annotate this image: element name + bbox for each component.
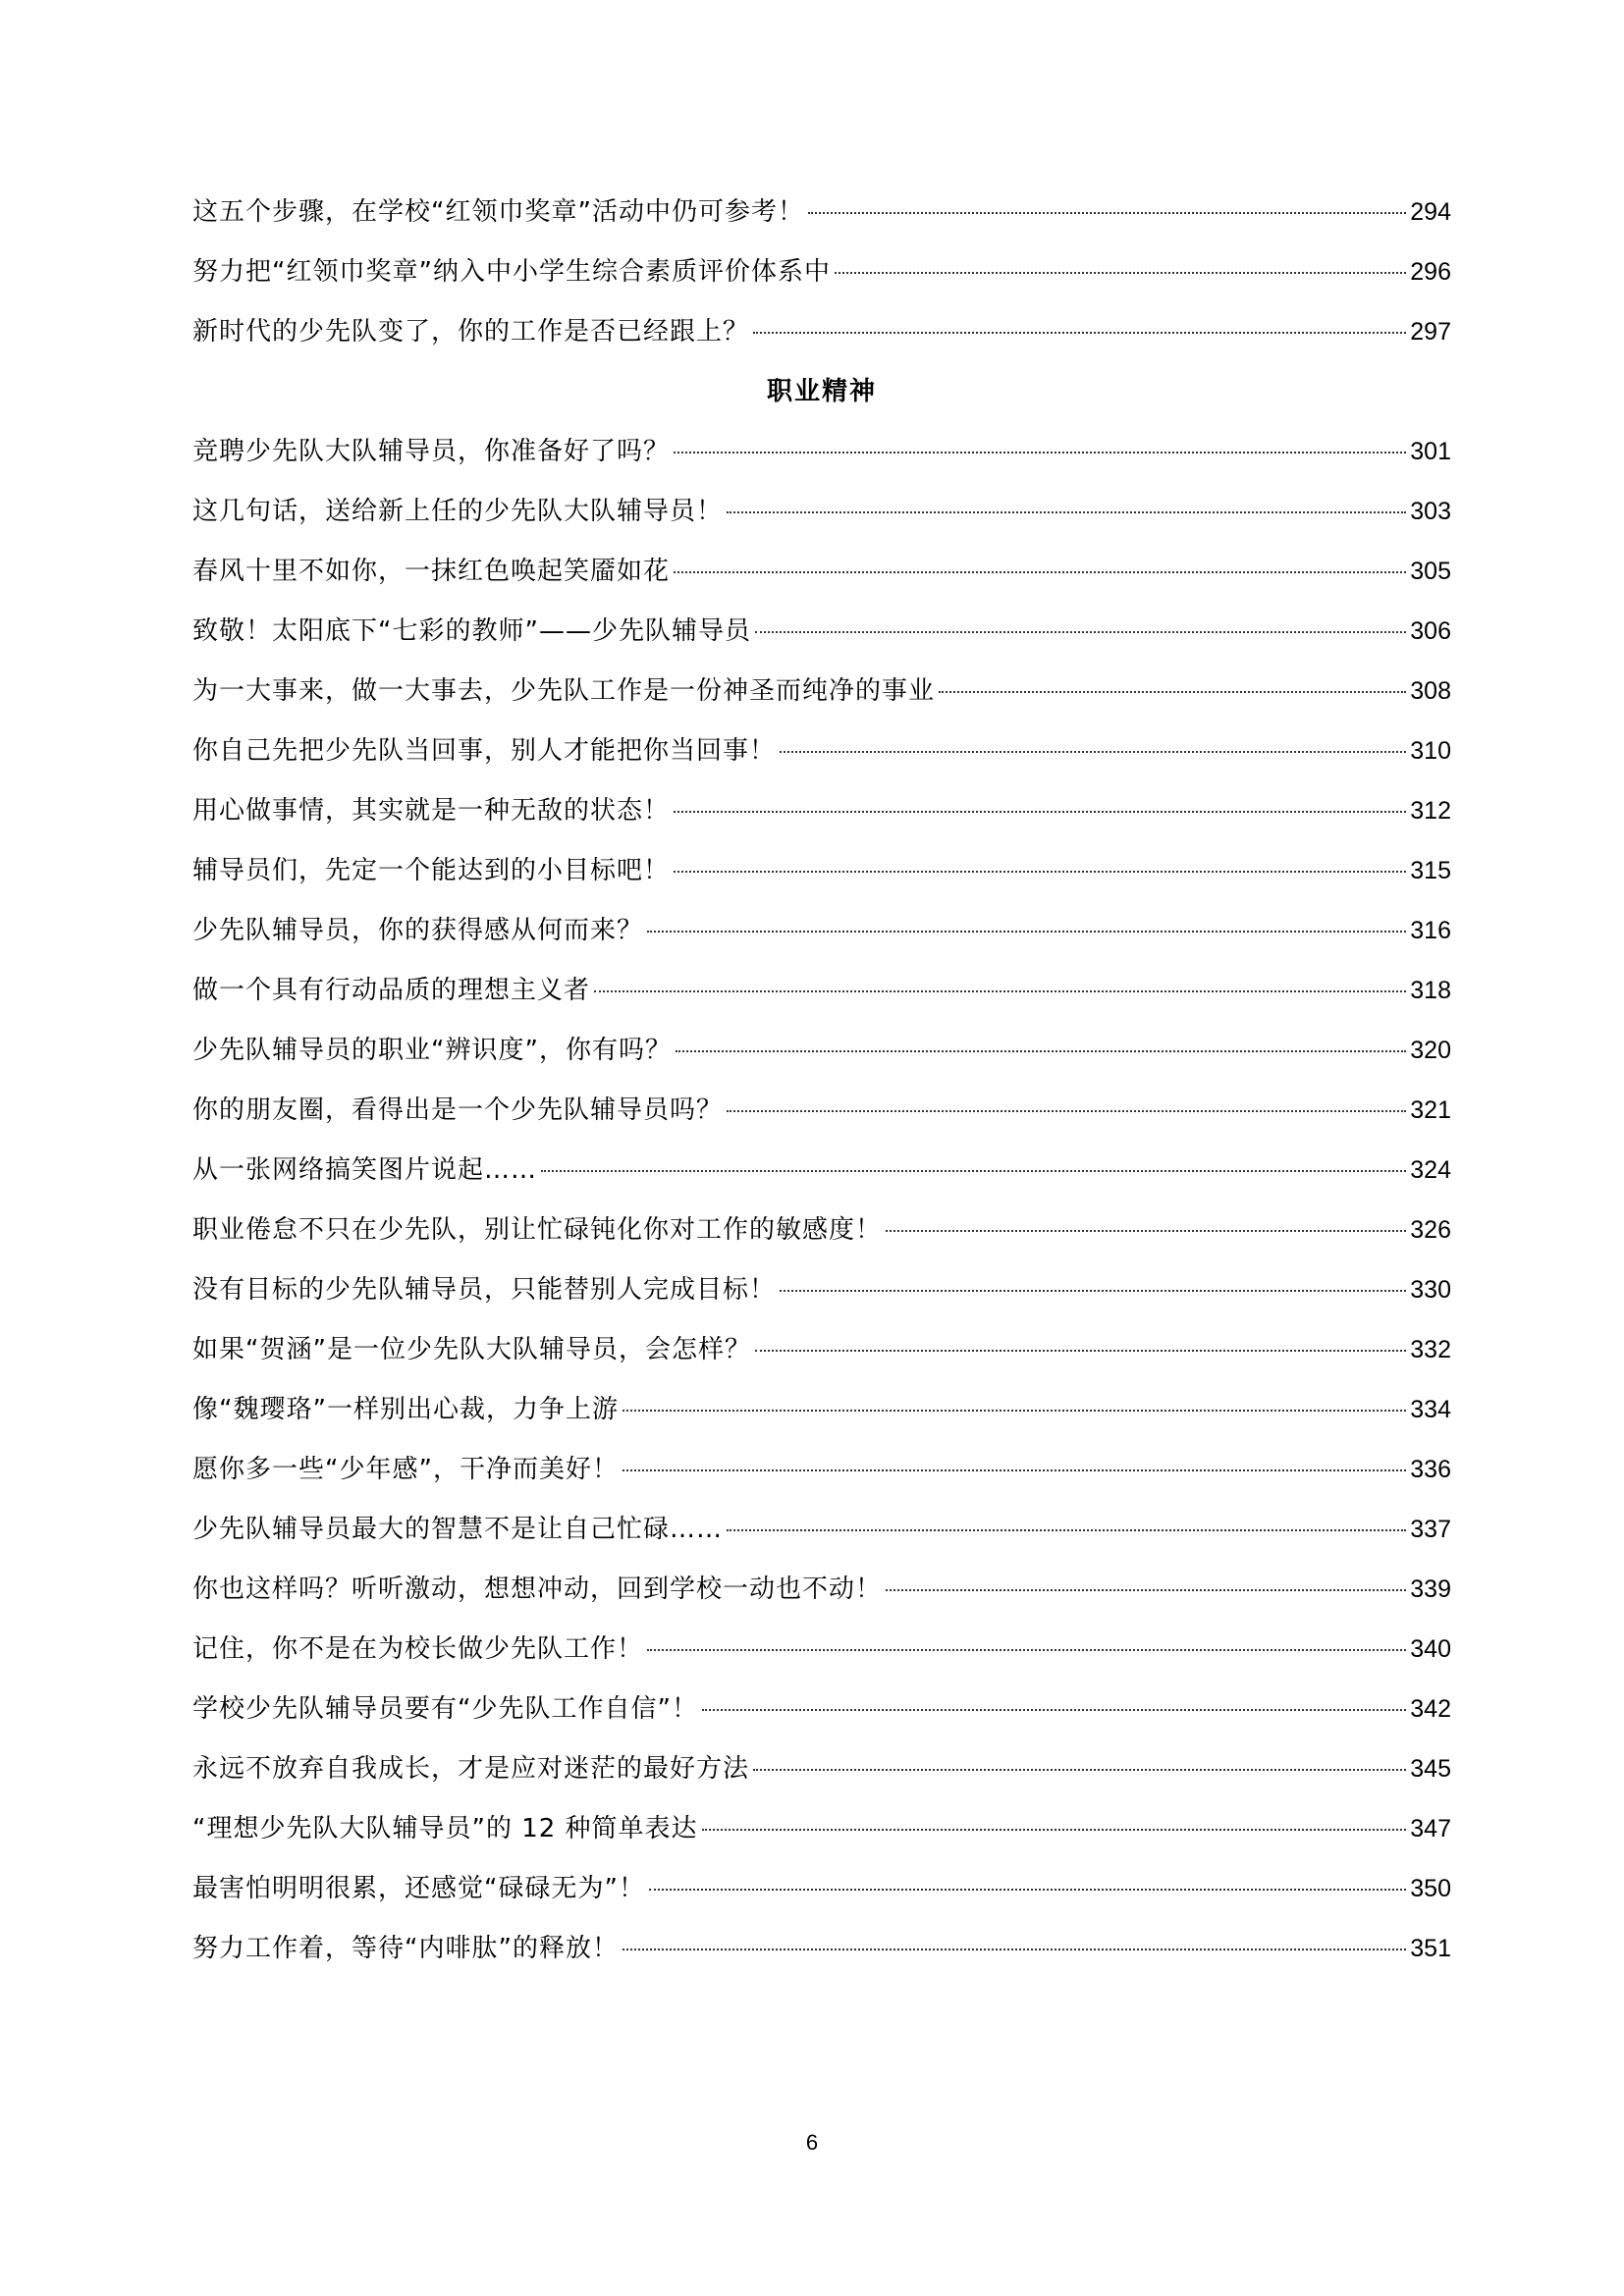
toc-entry-title: 这几句话，送给新上任的少先队大队辅导员！ [192,497,724,526]
toc-entry [192,1919,1451,1979]
toc-entry-title: 职业倦怠不只在少先队，别让忙碌钝化你对工作的敏感度！ [192,1215,883,1245]
toc-entry-title: 没有目标的少先队辅导员，只能替别人完成目标！ [192,1275,777,1305]
toc-dot-leader [808,212,1406,214]
toc-entry [192,183,1451,242]
toc-entry-page: 340 [1410,1635,1451,1663]
toc-entry-page: 310 [1410,737,1451,765]
toc-entry-title: 你自己先把少先队当回事，别人才能把你当回事！ [192,736,777,766]
toc-dot-leader [939,691,1406,693]
toc-dot-leader [674,452,1406,454]
toc-entry-title: 这五个步骤，在学校“红领巾奖章”活动中仍可参考！ [192,197,804,227]
toc-entry-title: 努力工作着，等待“内啡肽”的释放！ [192,1934,619,1963]
toc-entry-page: 330 [1410,1276,1451,1304]
toc-entry [192,482,1451,542]
toc-dot-leader [647,1649,1406,1651]
table-of-contents [192,183,1451,1979]
toc-dot-leader [835,272,1406,274]
section-heading: 职业精神 [766,377,877,406]
toc-entry-title: 春风十里不如你，一抹红色唤起笑靥如花 [192,557,671,586]
toc-entry [192,1560,1451,1620]
toc-dot-leader [647,931,1406,933]
toc-dot-leader [727,1110,1406,1112]
toc-entry [192,781,1451,841]
toc-entry-title: 辅导员们，先定一个能达到的小目标吧！ [192,856,671,885]
toc-dot-leader [623,1410,1406,1412]
toc-entry-title: 努力把“红领巾奖章”纳入中小学生综合素质评价体系中 [192,257,831,287]
toc-entry-page: 296 [1410,258,1451,286]
toc-entry [192,721,1451,781]
toc-entry-page: 326 [1410,1216,1451,1244]
toc-entry-title: 新时代的少先队变了，你的工作是否已经跟上？ [192,317,750,347]
toc-dot-leader [702,1829,1407,1831]
toc-entry [192,1859,1451,1919]
toc-entry-page: 339 [1410,1575,1451,1603]
toc-dot-leader [541,1170,1406,1172]
toc-entry-page: 306 [1410,617,1451,645]
toc-entry-page: 316 [1410,917,1451,944]
toc-entry-title: 像“魏璎珞”一样别出心裁，力争上游 [192,1395,619,1424]
toc-dot-leader [755,1350,1406,1352]
toc-dot-leader [753,1769,1406,1771]
toc-entry [192,422,1451,482]
toc-entry-title: “理想少先队大队辅导员”的 12 种简单表达 [192,1814,698,1843]
toc-entry-title: 你的朋友圈，看得出是一个少先队辅导员吗？ [192,1095,724,1125]
toc-dot-leader [727,511,1406,513]
toc-entry-page: 321 [1410,1096,1451,1124]
toc-entry [192,1081,1451,1141]
toc-entry-title: 最害怕明明很累，还感觉“碌碌无为”！ [192,1874,645,1903]
toc-entry-page: 308 [1410,677,1451,705]
toc-dot-leader [755,631,1406,633]
toc-entry [192,1440,1451,1500]
toc-entry [192,901,1451,961]
toc-entry-page: 336 [1410,1456,1451,1483]
toc-entry [192,1201,1451,1260]
toc-entry [192,1680,1451,1739]
toc-entry-title: 少先队辅导员最大的智慧不是让自己忙碌…… [192,1515,724,1544]
toc-entry-page: 324 [1410,1156,1451,1184]
toc-entry-page: 342 [1410,1695,1451,1723]
toc-dot-leader [780,1290,1406,1292]
toc-entry [192,1620,1451,1680]
toc-dot-leader [886,1230,1406,1232]
toc-dot-leader [674,871,1406,873]
toc-entry [192,1141,1451,1201]
toc-entry-title: 从一张网络搞笑图片说起…… [192,1155,538,1185]
toc-entry-page: 350 [1410,1875,1451,1902]
toc-entry-page: 305 [1410,558,1451,585]
toc-entry [192,1799,1451,1859]
toc-entry [192,662,1451,721]
toc-entry [192,1739,1451,1799]
toc-entry [192,1500,1451,1560]
toc-dot-leader [780,751,1406,753]
toc-entry-title: 竞聘少先队大队辅导员，你准备好了吗？ [192,437,671,466]
page-number: 6 [805,2130,819,2155]
toc-entry [192,1380,1451,1440]
toc-entry-page: 337 [1410,1516,1451,1543]
toc-entry-title: 为一大事来，做一大事去，少先队工作是一份神圣而纯净的事业 [192,676,936,706]
toc-entry-title: 少先队辅导员，你的获得感从何而来？ [192,916,644,945]
toc-entry-title: 愿你多一些“少年感”，干净而美好！ [192,1455,619,1484]
toc-dot-leader [649,1889,1406,1891]
toc-entry-title: 学校少先队辅导员要有“少先队工作自信”！ [192,1694,698,1724]
toc-entry-title: 永远不放弃自我成长，才是应对迷茫的最好方法 [192,1754,750,1784]
toc-entry-title: 用心做事情，其实就是一种无敌的状态！ [192,796,671,826]
toc-entry-page: 303 [1410,498,1451,525]
toc-entry [192,1260,1451,1320]
toc-entry-page: 320 [1410,1037,1451,1064]
toc-entry [192,542,1451,602]
toc-entry-title: 致敬！太阳底下“七彩的教师”——少先队辅导员 [192,616,751,646]
toc-entry-page: 294 [1410,198,1451,226]
toc-entry-page: 351 [1410,1935,1451,1962]
toc-entry [192,242,1451,302]
toc-entries-before [192,183,1451,362]
toc-entry-title: 你也这样吗？听听激动，想想冲动，回到学校一动也不动！ [192,1575,883,1604]
toc-dot-leader [623,1469,1406,1471]
toc-entry-page: 315 [1410,857,1451,884]
toc-entry-page: 301 [1410,438,1451,465]
toc-entry-page: 347 [1410,1815,1451,1842]
toc-entry-title: 记住，你不是在为校长做少先队工作！ [192,1634,644,1664]
toc-entry-page: 332 [1410,1336,1451,1363]
toc-entry-title: 如果“贺涵”是一位少先队大队辅导员，会怎样？ [192,1335,751,1364]
toc-dot-leader [702,1709,1406,1711]
toc-dot-leader [623,1949,1406,1950]
toc-entry [192,961,1451,1021]
toc-entry-page: 345 [1410,1755,1451,1783]
toc-entry-title: 做一个具有行动品质的理想主义者 [192,976,591,1005]
toc-entry-page: 297 [1410,318,1451,346]
toc-entry [192,302,1451,362]
toc-dot-leader [674,571,1406,573]
toc-entries-after [192,422,1451,1979]
toc-entry [192,602,1451,662]
toc-dot-leader [674,811,1406,813]
toc-entry [192,1320,1451,1380]
toc-entry-page: 334 [1410,1396,1451,1423]
toc-dot-leader [727,1529,1406,1531]
toc-entry [192,841,1451,901]
toc-dot-leader [886,1589,1406,1591]
toc-dot-leader [676,1050,1406,1052]
toc-entry-page: 318 [1410,977,1451,1004]
toc-entry [192,1021,1451,1081]
toc-dot-leader [753,332,1406,334]
toc-dot-leader [594,990,1406,992]
toc-entry-title: 少先队辅导员的职业“辨识度”，你有吗？ [192,1036,672,1065]
toc-entry-page: 312 [1410,797,1451,825]
